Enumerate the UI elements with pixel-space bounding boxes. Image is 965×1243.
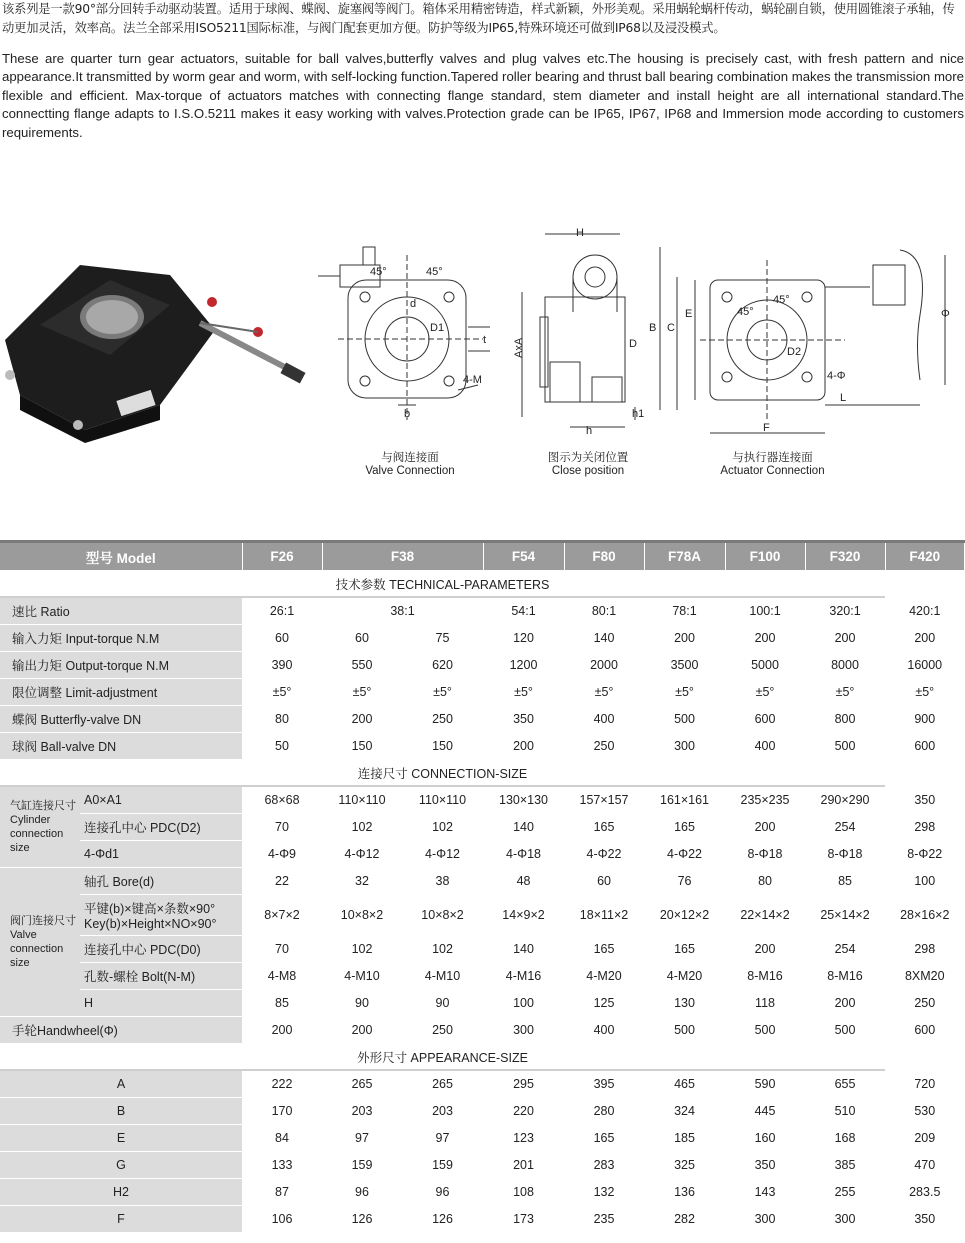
table-cell: 28×16×2 [885, 895, 964, 936]
row-label: B [0, 1098, 242, 1125]
actuator-d2-label: D2 [787, 346, 802, 358]
table-cell: 85 [242, 990, 322, 1017]
table-cell: 76 [644, 868, 725, 895]
table-cell: 283.5 [885, 1179, 964, 1206]
table-cell: 250 [402, 1017, 483, 1044]
table-cell: 4-Φ9 [242, 841, 322, 868]
table-cell: ±5° [805, 679, 885, 706]
row-label: 轴孔 Bore(d) [80, 868, 242, 895]
table-cell: 350 [483, 706, 564, 733]
table-row [0, 1152, 965, 1179]
table-cell: 254 [805, 814, 885, 841]
valve-d-label: d [410, 298, 417, 310]
table-cell: 90 [322, 990, 402, 1017]
table-cell: 38:1 [322, 597, 483, 625]
table-cell: 126 [402, 1206, 483, 1233]
table-cell: 500 [644, 706, 725, 733]
table-cell: 530 [885, 1098, 964, 1125]
table-cell: 90 [402, 990, 483, 1017]
actuator-angle-1-label: 45° [737, 306, 754, 318]
table-cell: 70 [242, 814, 322, 841]
table-cell: 200 [725, 936, 805, 963]
row-label: E [0, 1125, 242, 1152]
table-cell: 125 [564, 990, 644, 1017]
table-cell: 80 [725, 868, 805, 895]
table-cell: 200 [805, 625, 885, 652]
table-cell: 200 [725, 625, 805, 652]
table-cell: 280 [564, 1098, 644, 1125]
table-cell: 140 [483, 936, 564, 963]
table-cell: 324 [644, 1098, 725, 1125]
actuator-phi-label: Φ [941, 308, 950, 320]
header-model-f420: F420 [885, 542, 964, 571]
table-cell: 48 [483, 868, 564, 895]
row-label: 输出力矩 Output-torque N.M [0, 652, 242, 679]
table-cell: 22×14×2 [725, 895, 805, 936]
table-cell: 620 [402, 652, 483, 679]
table-cell: 550 [322, 652, 402, 679]
table-cell: 150 [402, 733, 483, 760]
table-cell: 200 [483, 733, 564, 760]
close-h-bottom-label: h [586, 425, 593, 437]
table-cell: 4-Φ22 [564, 841, 644, 868]
actuator-l-label: L [840, 392, 847, 404]
table-cell: 390 [242, 652, 322, 679]
row-label: 输入力矩 Input-torque N.M [0, 625, 242, 652]
table-cell: 133 [242, 1152, 322, 1179]
header-model: 型号 Model [0, 542, 242, 571]
header-model-f80: F80 [564, 542, 644, 571]
row-label: A0×A1 [80, 786, 242, 814]
table-row [0, 1206, 965, 1233]
header-model-f38: F38 [322, 542, 483, 571]
row-label: 孔数-螺栓 Bolt(N-M) [80, 963, 242, 990]
table-cell: 8-M16 [725, 963, 805, 990]
table-cell: 320:1 [805, 597, 885, 625]
actuator-connection-caption-cn: 与执行器连接面 [732, 452, 813, 464]
table-cell: 325 [644, 1152, 725, 1179]
table-cell: 130×130 [483, 786, 564, 814]
table-cell: ±5° [322, 679, 402, 706]
table-cell: 78:1 [644, 597, 725, 625]
table-cell: 80 [242, 706, 322, 733]
table-cell: 159 [322, 1152, 402, 1179]
table-row [0, 733, 965, 760]
row-label: H2 [0, 1179, 242, 1206]
table-cell: 201 [483, 1152, 564, 1179]
table-cell: 157×157 [564, 786, 644, 814]
row-label: 球阀 Ball-valve DN [0, 733, 242, 760]
table-row [0, 841, 965, 868]
close-position-caption-cn: 图示为关闭位置 [547, 452, 629, 464]
header-model-f26: F26 [242, 542, 322, 571]
table-cell: 400 [564, 1017, 644, 1044]
table-cell: 150 [322, 733, 402, 760]
table-cell: 130 [644, 990, 725, 1017]
table-cell: 500 [805, 733, 885, 760]
table-cell: ±5° [483, 679, 564, 706]
table-cell: 38 [402, 868, 483, 895]
table-cell: 16000 [885, 652, 964, 679]
table-cell: 60 [564, 868, 644, 895]
row-label: 限位调整 Limit-adjustment [0, 679, 242, 706]
table-cell: 200 [805, 990, 885, 1017]
table-cell: 159 [402, 1152, 483, 1179]
table-cell: 209 [885, 1125, 964, 1152]
table-cell: 100 [885, 868, 964, 895]
table-row [0, 679, 965, 706]
table-cell: 8×7×2 [242, 895, 322, 936]
table-cell: 170 [242, 1098, 322, 1125]
table-cell: 255 [805, 1179, 885, 1206]
table-cell: 4-M16 [483, 963, 564, 990]
table-cell: 350 [885, 786, 964, 814]
actuator-f-label: F [763, 422, 770, 434]
section-row [0, 571, 965, 598]
table-row [0, 1017, 965, 1044]
table-cell: 106 [242, 1206, 322, 1233]
table-cell: 161×161 [644, 786, 725, 814]
table-cell: 510 [805, 1098, 885, 1125]
table-cell: 465 [644, 1070, 725, 1098]
table-row [0, 1070, 965, 1098]
section-row [0, 1044, 965, 1071]
table-cell: 132 [564, 1179, 644, 1206]
table-cell: 203 [322, 1098, 402, 1125]
table-cell: 84 [242, 1125, 322, 1152]
row-label: H [80, 990, 242, 1017]
table-cell: 500 [644, 1017, 725, 1044]
close-position-caption [523, 452, 653, 478]
table-cell: 298 [885, 814, 964, 841]
table-cell: 14×9×2 [483, 895, 564, 936]
table-cell: 110×110 [322, 786, 402, 814]
close-h1-label: h1 [632, 408, 645, 420]
table-cell: 173 [483, 1206, 564, 1233]
section-technical-parameters: 技术参数 TECHNICAL-PARAMETERS [0, 571, 885, 598]
table-cell: 8-Φ18 [725, 841, 805, 868]
table-cell: 75 [402, 625, 483, 652]
table-cell: 295 [483, 1070, 564, 1098]
table-cell: 32 [322, 868, 402, 895]
table-row [0, 990, 965, 1017]
section-connection-size: 连接尺寸 CONNECTION-SIZE [0, 760, 885, 787]
spec-table [0, 540, 965, 1233]
table-cell: 655 [805, 1070, 885, 1098]
table-cell: 165 [564, 936, 644, 963]
table-cell: 200 [644, 625, 725, 652]
table-cell: 222 [242, 1070, 322, 1098]
table-cell: 500 [725, 1017, 805, 1044]
table-cell: 126 [322, 1206, 402, 1233]
table-cell: 470 [885, 1152, 964, 1179]
table-cell: 235×235 [725, 786, 805, 814]
table-cell: 400 [725, 733, 805, 760]
table-cell: 165 [564, 814, 644, 841]
table-cell: 800 [805, 706, 885, 733]
valve-angle-2-label: 45° [426, 266, 443, 278]
valve-d1-label: D1 [430, 322, 445, 334]
row-label: 手轮Handwheel(Φ) [0, 1017, 242, 1044]
table-cell: 140 [483, 814, 564, 841]
table-cell: 420:1 [885, 597, 964, 625]
table-cell: 8XM20 [885, 963, 964, 990]
table-cell: 350 [885, 1206, 964, 1233]
table-cell: 282 [644, 1206, 725, 1233]
actuator-c-label: C [667, 322, 675, 334]
table-cell: 96 [402, 1179, 483, 1206]
table-cell: 25×14×2 [805, 895, 885, 936]
row-label: 速比 Ratio [0, 597, 242, 625]
table-cell: 102 [402, 814, 483, 841]
table-cell: ±5° [242, 679, 322, 706]
row-label: 连接孔中心 PDC(D2) [80, 814, 242, 841]
table-cell: 283 [564, 1152, 644, 1179]
row-label: 4-Φd1 [80, 841, 242, 868]
table-row [0, 868, 965, 895]
header-model-f78a: F78A [644, 542, 725, 571]
table-cell: 900 [885, 706, 964, 733]
table-cell: 4-M10 [402, 963, 483, 990]
table-cell: 200 [725, 814, 805, 841]
intro-english: These are quarter turn gear actuators, suitable for ball valves,butterfly valves and plug valves etc.The housing is precisely cast, with fresh pattern and nice appearance.It transmitted by worm gear and worm, with self-locking function.Tapered roller bearing and thrust ball bearing combination makes the transmission more flexible and efficient. Max-torque of actuators matches with connecting flange standard, stem diameter and install height are all international standard.The connectting flange adapts to I.S.O.5211 makes it easy working with valves.Protection grade can be IP65, IP67, IP68 and Immersion mode according to customers requirements. [2, 51, 964, 140]
table-row [0, 963, 965, 990]
table-cell: ±5° [564, 679, 644, 706]
table-cell: 300 [483, 1017, 564, 1044]
header-model-f100: F100 [725, 542, 805, 571]
table-cell: 26:1 [242, 597, 322, 625]
valve-connection-caption [345, 452, 475, 478]
table-row [0, 1179, 965, 1206]
close-d-label: D [629, 338, 637, 350]
table-cell: 720 [885, 1070, 964, 1098]
gear-actuator-photo [0, 245, 310, 445]
table-cell: 200 [322, 706, 402, 733]
table-cell: 600 [885, 1017, 964, 1044]
row-label: 连接孔中心 PDC(D0) [80, 936, 242, 963]
table-cell: 254 [805, 936, 885, 963]
table-cell: 185 [644, 1125, 725, 1152]
table-cell: 590 [725, 1070, 805, 1098]
table-cell: 265 [402, 1070, 483, 1098]
table-cell: 96 [322, 1179, 402, 1206]
table-cell: 395 [564, 1070, 644, 1098]
table-cell: 165 [564, 1125, 644, 1152]
table-cell: ±5° [402, 679, 483, 706]
table-cell: 4-M8 [242, 963, 322, 990]
table-cell: 8-M16 [805, 963, 885, 990]
row-label: G [0, 1152, 242, 1179]
valve-angle-1-label: 45° [370, 266, 387, 278]
table-row [0, 895, 965, 936]
close-h-label: H [576, 227, 584, 239]
row-label: F [0, 1206, 242, 1233]
table-cell: 500 [805, 1017, 885, 1044]
table-header-row [0, 542, 965, 571]
table-cell: 4-Φ12 [402, 841, 483, 868]
actuator-connection-caption-en: Actuator Connection [720, 465, 825, 477]
table-cell: 10×8×2 [402, 895, 483, 936]
row-label: 平键(b)×键高×条数×90° Key(b)×Height×NO×90° [80, 895, 242, 936]
table-cell: 600 [885, 733, 964, 760]
table-cell: 87 [242, 1179, 322, 1206]
table-cell: 118 [725, 990, 805, 1017]
table-row [0, 625, 965, 652]
table-cell: 4-M20 [564, 963, 644, 990]
close-axa-label: AxA [513, 337, 525, 358]
table-cell: 200 [322, 1017, 402, 1044]
actuator-b-label: B [649, 322, 657, 334]
table-cell: 80:1 [564, 597, 644, 625]
table-cell: 60 [242, 625, 322, 652]
table-cell: 350 [725, 1152, 805, 1179]
table-cell: 298 [885, 936, 964, 963]
table-cell: 110×110 [402, 786, 483, 814]
section-row [0, 760, 965, 787]
table-row [0, 786, 965, 814]
valve-connection-group-label: 阀门连接尺寸 Valve connection size [0, 868, 80, 1017]
actuator-angle-2-label: 45° [773, 294, 790, 306]
table-cell: 123 [483, 1125, 564, 1152]
table-cell: 165 [644, 814, 725, 841]
table-cell: 1200 [483, 652, 564, 679]
table-cell: 160 [725, 1125, 805, 1152]
row-label: A [0, 1070, 242, 1098]
table-cell: 600 [725, 706, 805, 733]
table-cell: 10×8×2 [322, 895, 402, 936]
actuator-connection-caption [705, 452, 840, 478]
table-cell: 300 [644, 733, 725, 760]
table-cell: 4-M10 [322, 963, 402, 990]
table-cell: 136 [644, 1179, 725, 1206]
table-cell: 250 [402, 706, 483, 733]
intro-chinese: 该系列是一款90°部分回转手动驱动装置。适用于球阀、蝶阀、旋塞阀等阀门。箱体采用精密铸造，样式新颖，外形美观。采用蜗轮蜗杆传动，蜗轮副自锁，使用圆锥滚子承轴，传动更加灵活，效率高。法兰全部采用ISO5211国际标准，与阀门配套更加方便。防护等级为IP65,特殊环境还可做到IP68以及浸没模式。 [2, 2, 955, 35]
table-cell: 97 [402, 1125, 483, 1152]
table-cell: 3500 [644, 652, 725, 679]
table-cell: 8-Φ22 [885, 841, 964, 868]
section-appearance-size: 外形尺寸 APPEARANCE-SIZE [0, 1044, 885, 1071]
valve-b-label: b [404, 408, 411, 420]
table-cell: 203 [402, 1098, 483, 1125]
table-cell: 4-M20 [644, 963, 725, 990]
table-cell: 22 [242, 868, 322, 895]
table-cell: 200 [242, 1017, 322, 1044]
actuator-4phi-label: 4-Φ [827, 370, 846, 382]
table-cell: 108 [483, 1179, 564, 1206]
table-row [0, 1125, 965, 1152]
table-cell: 235 [564, 1206, 644, 1233]
cylinder-connection-group-label: 气缸连接尺寸 Cylinder connection size [0, 786, 80, 868]
table-cell: ±5° [644, 679, 725, 706]
table-cell: 70 [242, 936, 322, 963]
table-cell: ±5° [725, 679, 805, 706]
close-position-caption-en: Close position [551, 465, 625, 477]
table-cell: 97 [322, 1125, 402, 1152]
table-row [0, 597, 965, 625]
table-cell: 220 [483, 1098, 564, 1125]
table-cell: 2000 [564, 652, 644, 679]
table-cell: 18×11×2 [564, 895, 644, 936]
table-cell: 50 [242, 733, 322, 760]
table-cell: 250 [885, 990, 964, 1017]
row-label: 蝶阀 Butterfly-valve DN [0, 706, 242, 733]
actuator-connection-drawing [645, 235, 963, 445]
valve-connection-caption-en: Valve Connection [365, 465, 455, 477]
table-cell: 400 [564, 706, 644, 733]
table-row [0, 936, 965, 963]
header-model-f54: F54 [483, 542, 564, 571]
table-cell: 165 [644, 936, 725, 963]
table-row [0, 1098, 965, 1125]
table-cell: 68×68 [242, 786, 322, 814]
table-cell: 120 [483, 625, 564, 652]
table-cell: 385 [805, 1152, 885, 1179]
table-cell: 100 [483, 990, 564, 1017]
table-cell: ±5° [885, 679, 964, 706]
table-cell: 4-Φ12 [322, 841, 402, 868]
table-cell: 8000 [805, 652, 885, 679]
valve-t-label: t [483, 334, 487, 346]
actuator-e-label: E [685, 308, 693, 320]
table-row [0, 814, 965, 841]
table-cell: 102 [322, 936, 402, 963]
table-cell: 8-Φ18 [805, 841, 885, 868]
table-cell: 4-Φ18 [483, 841, 564, 868]
table-cell: 143 [725, 1179, 805, 1206]
valve-connection-drawing [318, 235, 498, 435]
table-cell: 168 [805, 1125, 885, 1152]
table-cell: 250 [564, 733, 644, 760]
valve-4m-label: 4-M [463, 374, 482, 386]
close-position-drawing [510, 222, 660, 437]
table-cell: 265 [322, 1070, 402, 1098]
table-cell: 300 [805, 1206, 885, 1233]
table-cell: 200 [885, 625, 964, 652]
table-cell: 100:1 [725, 597, 805, 625]
table-cell: 20×12×2 [644, 895, 725, 936]
table-cell: 60 [322, 625, 402, 652]
table-cell: 54:1 [483, 597, 564, 625]
table-row [0, 652, 965, 679]
table-cell: 300 [725, 1206, 805, 1233]
table-row [0, 706, 965, 733]
table-cell: 445 [725, 1098, 805, 1125]
table-cell: 102 [322, 814, 402, 841]
table-cell: 290×290 [805, 786, 885, 814]
table-cell: 5000 [725, 652, 805, 679]
table-cell: 140 [564, 625, 644, 652]
table-cell: 102 [402, 936, 483, 963]
table-cell: 85 [805, 868, 885, 895]
header-model-f320: F320 [805, 542, 885, 571]
valve-connection-caption-cn: 与阀连接面 [381, 452, 439, 464]
table-cell: 4-Φ22 [644, 841, 725, 868]
